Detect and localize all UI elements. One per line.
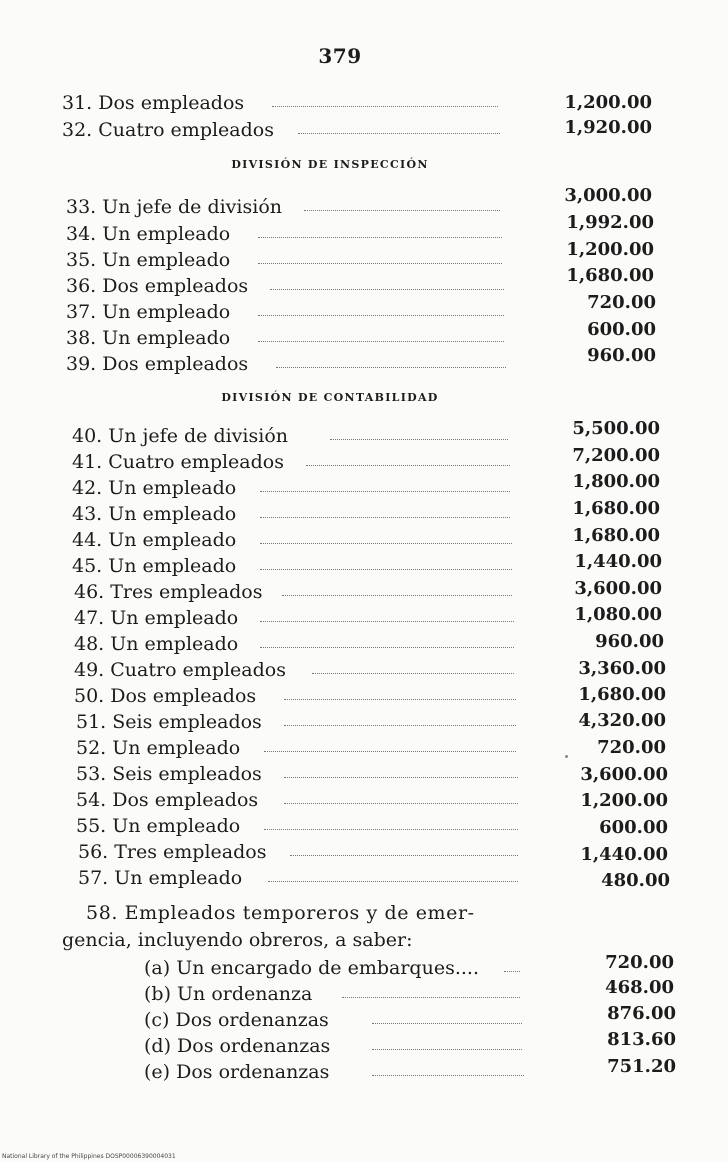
line-item xyxy=(0,605,728,631)
line-item xyxy=(0,839,728,865)
dot-leader xyxy=(272,106,498,107)
line-item-amount: 7,200.00 xyxy=(572,445,660,466)
dot-leader xyxy=(504,971,520,972)
line-item-label: 51. Seis empleados xyxy=(76,711,262,733)
line-item-label: 44. Un empleado xyxy=(72,529,237,551)
line-item-label: 46. Tres empleados xyxy=(74,581,263,603)
item-58-line-2: gencia, incluyendo obreros, a saber: xyxy=(62,929,413,951)
item-58-line-1: 58. Empleados temporeros y de emer- xyxy=(86,902,475,924)
dot-leader xyxy=(342,997,520,998)
line-item-label: 43. Un empleado xyxy=(72,503,237,525)
dot-leader xyxy=(264,751,516,752)
line-item-label: 47. Un empleado xyxy=(74,607,239,629)
line-item-label: 49. Cuatro empleados xyxy=(74,659,286,681)
dot-leader xyxy=(330,439,508,440)
dot-leader xyxy=(270,289,504,290)
dot-leader xyxy=(284,725,516,726)
dot-leader xyxy=(284,699,516,700)
line-item xyxy=(0,345,728,377)
dot-leader xyxy=(258,237,502,238)
line-item-label: 42. Un empleado xyxy=(72,477,237,499)
line-item-amount: 1,800.00 xyxy=(572,471,660,492)
line-item-label: (e) Dos ordenanzas xyxy=(144,1061,330,1083)
line-item-label: 33. Un jefe de división xyxy=(66,196,282,218)
line-item xyxy=(0,1056,728,1085)
line-item xyxy=(0,865,728,891)
line-item-amount: 720.00 xyxy=(605,952,674,973)
line-item xyxy=(0,709,728,735)
dot-leader xyxy=(298,133,500,134)
line-item-label: 53. Seis empleados xyxy=(76,763,262,785)
dot-leader xyxy=(258,263,502,264)
dot-leader xyxy=(372,1023,522,1024)
line-item-amount: 720.00 xyxy=(597,737,666,758)
dot-leader xyxy=(276,367,506,368)
line-item-amount: 1,080.00 xyxy=(574,604,662,625)
line-item xyxy=(0,657,728,683)
dot-leader xyxy=(284,803,518,804)
line-item-label: 37. Un empleado xyxy=(66,301,231,323)
dot-leader xyxy=(260,647,514,648)
line-item-label: 39. Dos empleados xyxy=(66,353,249,375)
dot-leader xyxy=(258,315,504,316)
line-item-amount: 3,600.00 xyxy=(574,578,662,599)
line-item-amount: 1,440.00 xyxy=(574,551,662,572)
dot-leader xyxy=(268,881,518,882)
line-item xyxy=(0,683,728,709)
line-item-amount: 960.00 xyxy=(587,345,656,366)
line-item-label: 40. Un jefe de división xyxy=(72,425,288,447)
line-item-label: 36. Dos empleados xyxy=(66,275,249,297)
dot-leader xyxy=(304,210,500,211)
line-item-amount: 1,992.00 xyxy=(566,212,654,233)
dot-leader xyxy=(264,829,518,830)
line-item-amount: 1,680.00 xyxy=(572,525,660,546)
line-item-amount: 960.00 xyxy=(595,631,664,652)
line-item-amount: 1,920.00 xyxy=(564,117,652,138)
line-item xyxy=(0,117,728,143)
line-item xyxy=(0,631,728,657)
line-item-label: (d) Dos ordenanzas xyxy=(144,1035,331,1057)
section-heading-inspeccion: DIVISIÓN DE INSPECCIÓN xyxy=(231,158,429,171)
dot-leader xyxy=(260,543,512,544)
dot-leader xyxy=(258,341,504,342)
line-item xyxy=(0,761,728,787)
line-item-label: (a) Un encargado de embarques.... xyxy=(144,957,479,979)
line-item-label: 52. Un empleado xyxy=(76,737,241,759)
dot-leader xyxy=(284,777,518,778)
line-item-amount: 468.00 xyxy=(605,977,674,998)
line-item-amount: 1,200.00 xyxy=(566,239,654,260)
dot-leader xyxy=(260,621,514,622)
dot-leader xyxy=(290,855,518,856)
line-item-label: 54. Dos empleados xyxy=(76,789,259,811)
line-item-amount: 751.20 xyxy=(607,1056,676,1077)
line-item-amount: 876.00 xyxy=(607,1003,676,1024)
line-item-amount: 3,360.00 xyxy=(578,658,666,679)
line-item-amount: 1,680.00 xyxy=(578,684,666,705)
line-item-amount: 5,500.00 xyxy=(572,418,660,439)
line-item-label: 55. Un empleado xyxy=(76,815,241,837)
line-item-label: 38. Un empleado xyxy=(66,327,231,349)
line-item-label: 56. Tres empleados xyxy=(78,841,267,863)
dot-leader xyxy=(260,569,512,570)
line-item-label: 32. Cuatro empleados xyxy=(62,119,274,141)
line-item-amount: 4,320.00 xyxy=(578,710,666,731)
line-item-label: 48. Un empleado xyxy=(74,633,239,655)
section-heading-contabilidad: DIVISIÓN DE CONTABILIDAD xyxy=(221,391,439,404)
dot-leader xyxy=(260,491,510,492)
dot-leader xyxy=(312,673,514,674)
line-item-amount: 480.00 xyxy=(601,870,670,891)
line-item-amount: 1,200.00 xyxy=(580,790,668,811)
line-item-label: 34. Un empleado xyxy=(66,223,231,245)
scan-footer: National Library of the Philippines DOSP00006390004031 xyxy=(2,1153,176,1160)
line-item-label: 57. Un empleado xyxy=(78,867,243,889)
line-item xyxy=(0,735,728,761)
line-item-amount: 600.00 xyxy=(599,817,668,838)
print-speck xyxy=(565,755,568,758)
line-item-label: 50. Dos empleados xyxy=(74,685,257,707)
dot-leader xyxy=(372,1075,524,1076)
dot-leader xyxy=(260,517,510,518)
line-item-amount: 1,440.00 xyxy=(580,844,668,865)
line-item-label: 31. Dos empleados xyxy=(62,92,245,114)
line-item-amount: 813.60 xyxy=(607,1029,676,1050)
line-item xyxy=(0,813,728,839)
line-item-label: (b) Un ordenanza xyxy=(144,983,313,1005)
line-item-label: 35. Un empleado xyxy=(66,249,231,271)
line-item-label: (c) Dos ordenanzas xyxy=(144,1009,329,1031)
line-item-amount: 1,680.00 xyxy=(566,265,654,286)
line-item-label: 41. Cuatro empleados xyxy=(72,451,284,473)
line-item xyxy=(0,787,728,813)
line-item xyxy=(0,90,728,116)
line-item-amount: 3,000.00 xyxy=(564,185,652,206)
dot-leader xyxy=(372,1049,522,1050)
line-item-label: 45. Un empleado xyxy=(72,555,237,577)
line-item-amount: 600.00 xyxy=(587,319,656,340)
dot-leader xyxy=(306,465,510,466)
line-item-amount: 720.00 xyxy=(587,292,656,313)
page-number: 379 xyxy=(318,44,362,68)
line-item-amount: 3,600.00 xyxy=(580,764,668,785)
dot-leader xyxy=(282,595,512,596)
line-item-amount: 1,680.00 xyxy=(572,498,660,519)
line-item-amount: 1,200.00 xyxy=(564,92,652,113)
